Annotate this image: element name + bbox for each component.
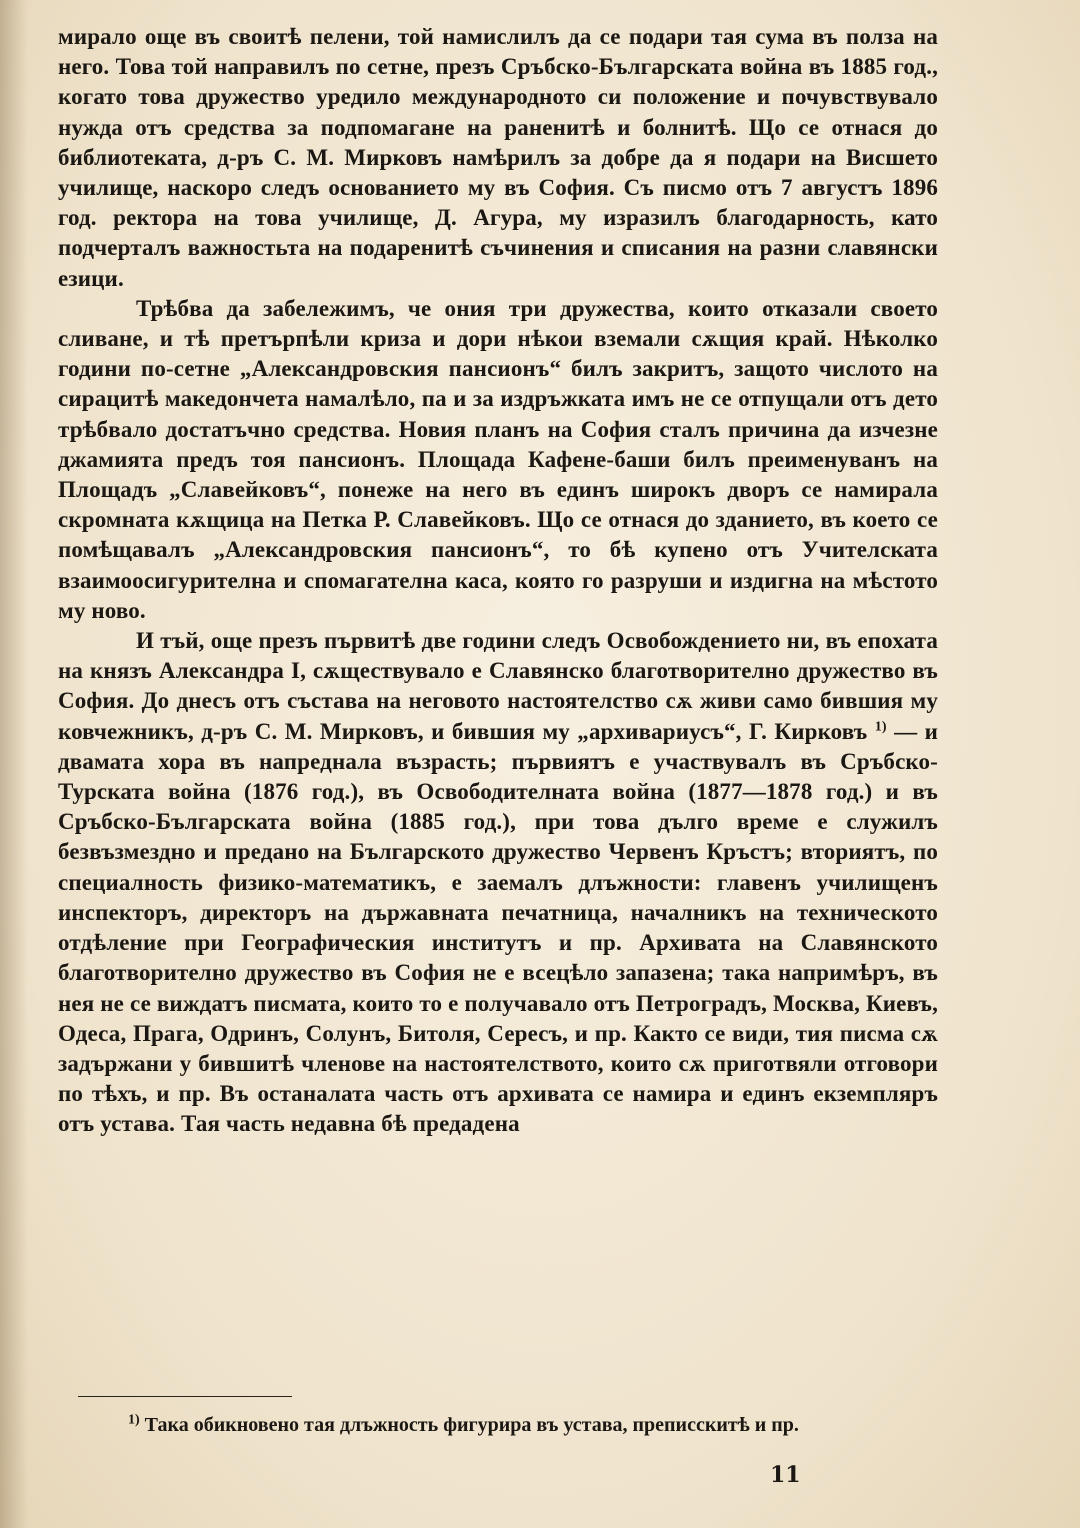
- main-text: [58, 22, 938, 1140]
- footnote-divider: [78, 1396, 292, 1397]
- page-number: 11: [770, 1462, 801, 1488]
- footnote-reference: 1): [874, 719, 887, 735]
- paragraph-3: [58, 626, 938, 1139]
- paragraph-3-continuation: — и двамата хора въ напреднала възрасть; първиятъ е участвувалъ въ Сръбско-Турската война (1876 год.), въ Освободителната война (1877—1878 год.) и въ Сръбско-Българската война (1885 год.), при това дълго време е служилъ безвъзмездно и предано на Българското дружество Червенъ Кръстъ; вториятъ, по специалность физико-математикъ, е заемалъ длъжности: главенъ училищенъ инспекторъ, директоръ на държавната печатница, началникъ на техническото отдѣление при Географическия институтъ и пр. Архивата на Славянското благотворително дружество въ София не е всецѣло запазена; така напримѣръ, въ нея не се виждатъ писмата, които то е получавало отъ Петроградъ, Москва, Киевъ, Одеса, Прага, Одринъ, Солунъ, Битоля, Сересъ, и пр. Както се види, тия писма сѫ задържани у бившитѣ членове на настоятелството, които сѫ приготвяли отговори по тѣхъ, и пр. Въ останалата часть отъ архивата се намира и единъ екземпляръ отъ устава. Тая часть недавна бѣ предадена: [58, 718, 939, 1137]
- footnote-marker: 1): [128, 1412, 140, 1428]
- paragraph-1: мирало още въ своитѣ пелени, той намислилъ да се подари тая сума въ полза на него. Това той направилъ по сетне, презъ Сръбско-Българската война въ 1885 год., когато това дружество уредило международното си положение и почувствувало нужда отъ средства за подпомагане на раненитѣ и болнитѣ. Що се отнася до библиотеката, д-ръ С. М. Мирковъ намѣрилъ за добре да я подари на Висшето училище, наскоро следъ основанието му въ София. Съ писмо отъ 7 августъ 1896 год. ректора на това училище, Д. Агура, му изразилъ благодарность, като подчерталъ важностьта на подаренитѣ съчинения и списания на разни славянски езици.: [58, 24, 938, 291]
- footnote-text: Така обикновено тая длъжность фигурира въ устава, преписскитѣ и пр.: [144, 1414, 799, 1436]
- footnote: [58, 1410, 942, 1440]
- paragraph-3-text: И тъй, още презъ първитѣ две години следъ Освобождението ни, въ епохата на князъ Александра I, сѫществувало е Славянско благотворително дружество въ София. До днесъ отъ състава на неговото настоятелство сѫ живи само бившия му ковчежникъ, д-ръ С. М. Мирковъ, и бившия му „архивариусъ“, Г. Кирковъ: [58, 628, 938, 744]
- paragraph-2: Трѣбва да забележимъ, че ония три дружества, които отказали своето сливане, и тѣ претърпѣли криза и дори нѣкои вземали сѫщия край. Нѣколко години по-сетне „Александровския пансионъ“ билъ закритъ, защото числото на сирацитѣ македончета намалѣло, па и за издръжката имъ не се отпущали отъ дето трѣбвало достатъчно средства. Новия планъ на София сталъ причина да изчезне джамията предъ тоя пансионъ. Площада Кафене-баши билъ преименуванъ на Площадъ „Славейковъ“, понеже на него въ единъ широкъ дворъ се намирала скромната кѫщица на Петка Р. Славейковъ. Що се отнася до зданието, въ което се помѣщавалъ „Александровския пансионъ“, то бѣ купено отъ Учителската взаимоосигурителна и спомагателна каса, която го разруши и издигна на мѣстото му ново.: [58, 295, 938, 623]
